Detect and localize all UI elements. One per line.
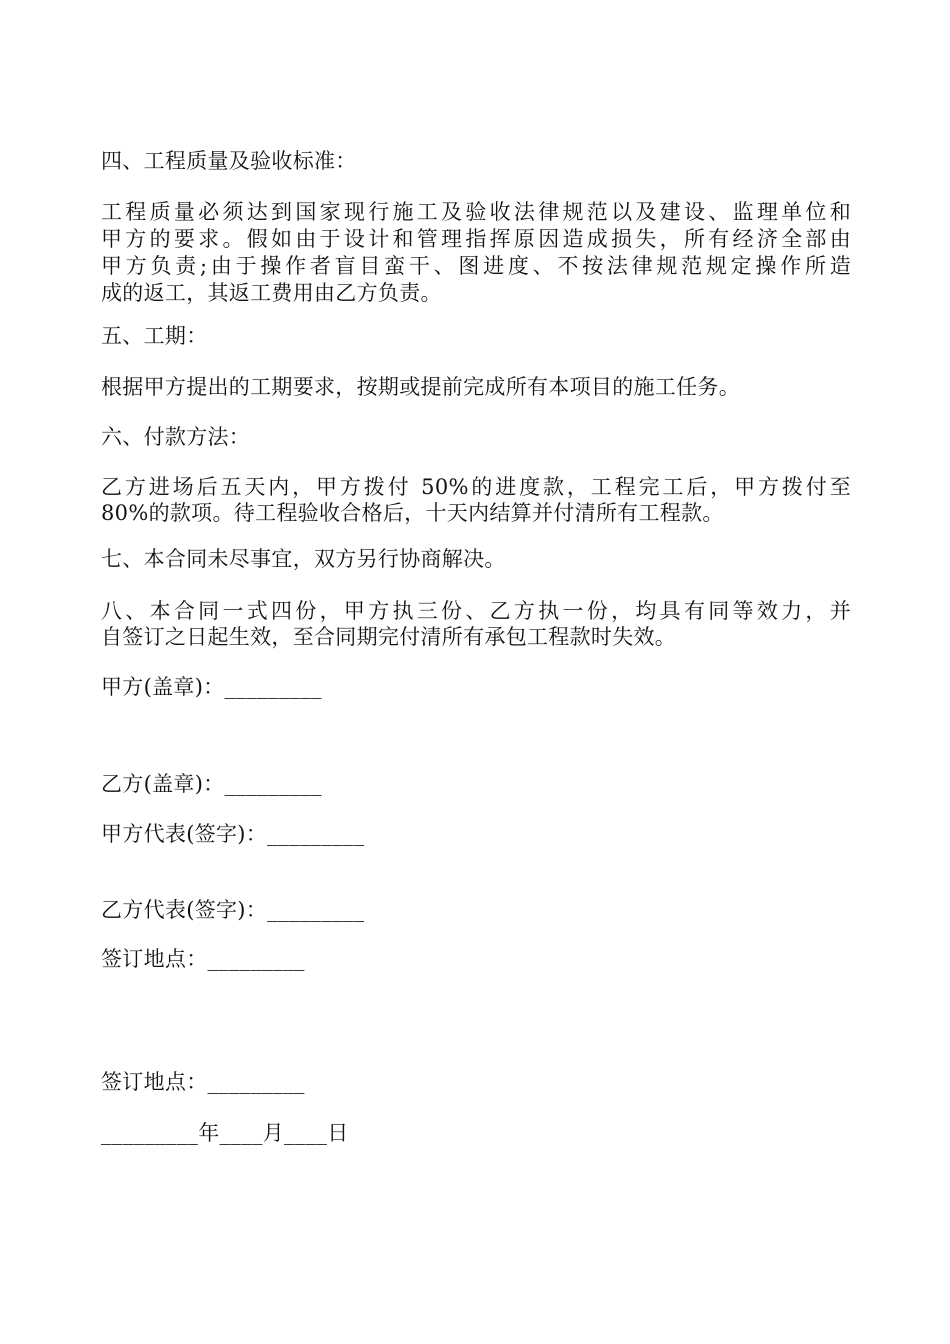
section-5-line-1: 根据甲方提出的工期要求，按期或提前完成所有本项目的施工任务。	[101, 375, 740, 399]
section-4-line-1: 工程质量必须达到国家现行施工及验收法律规范以及建设、监理单位和	[101, 200, 851, 224]
section-8-line-2: 自签订之日起生效，至合同期完付清所有承包工程款时失效。	[101, 625, 677, 649]
sign-place-line-1: 签订地点：_________	[101, 947, 305, 971]
section-7-line: 七、本合同未尽事宜，双方另行协商解决。	[101, 547, 506, 571]
section-4-heading: 四、工程质量及验收标准：	[101, 149, 357, 173]
party-a-seal-line: 甲方(盖章)：_________	[101, 675, 322, 699]
party-b-seal-line: 乙方(盖章)：_________	[101, 772, 322, 796]
party-a-representative-line: 甲方代表(签字)：_________	[101, 822, 365, 846]
section-4-line-4: 成的返工，其返工费用由乙方负责。	[101, 281, 442, 305]
sign-place-line-2: 签订地点：_________	[101, 1070, 305, 1094]
section-4-line-2: 甲方的要求。假如由于设计和管理指挥原因造成损失，所有经济全部由	[101, 227, 851, 251]
section-6-heading: 六、付款方法：	[101, 425, 251, 449]
date-line: _________年____月____日	[101, 1121, 349, 1145]
section-8-line-1: 八、本合同一式四份，甲方执三份、乙方执一份，均具有同等效力，并	[101, 599, 851, 623]
party-b-representative-line: 乙方代表(签字)：_________	[101, 898, 365, 922]
section-6-line-2: 80%的款项。待工程验收合格后，十天内结算并付清所有工程款。	[101, 501, 724, 525]
section-5-heading: 五、工期：	[101, 324, 208, 348]
section-6-line-1: 乙方进场后五天内，甲方拨付 50%的进度款，工程完工后，甲方拨付至	[101, 475, 851, 499]
section-4-line-3: 甲方负责;由于操作者盲目蛮干、图进度、不按法律规范规定操作所造	[101, 254, 851, 278]
